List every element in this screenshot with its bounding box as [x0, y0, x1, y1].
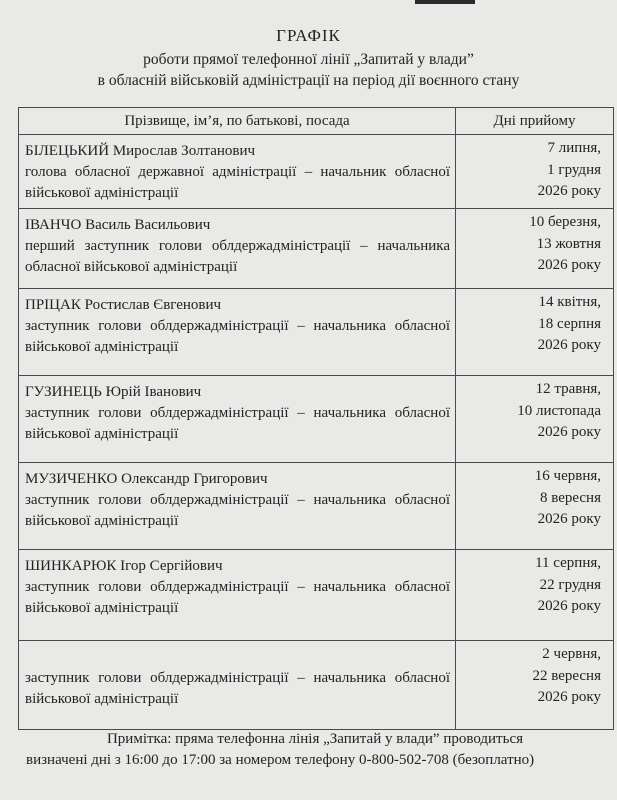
official-cell	[19, 463, 456, 550]
reception-dates-cell	[456, 463, 614, 550]
official-given-name: Юрій Іванович	[105, 384, 202, 400]
official-surname: ІВАНЧО	[25, 217, 82, 233]
reception-dates-cell	[456, 289, 614, 376]
official-cell	[19, 209, 456, 289]
schedule-table	[18, 107, 614, 730]
official-position: перший заступник голови облдержадміністрації – начальника обласної військової адміністрації	[25, 238, 450, 275]
document-subtitle-line1: роботи прямої телефонної лінії „Запитай у влади”	[143, 51, 474, 68]
header-name-position: Прізвище, ім’я, по батькові, посада	[19, 108, 456, 135]
official-position: заступник голови облдержадміністрації – начальника обласної військової адміністрації	[25, 405, 450, 442]
official-surname: ШИНКАРЮК	[25, 558, 117, 574]
reception-date: 14 квітня,	[538, 294, 601, 310]
official-given-name: Олександр Григорович	[121, 471, 268, 487]
reception-date: 13 жовтня	[536, 235, 601, 252]
footnote-line1: Примітка: пряма телефонна лінія „Запитай у влади” проводиться	[106, 731, 524, 747]
official-given-name: Ростислав Євгенович	[84, 297, 222, 313]
reception-date: 11 серпня,	[535, 555, 601, 571]
reception-date: 18 серпня	[538, 315, 601, 332]
official-given-name: Мирослав Золтанович	[112, 143, 256, 159]
reception-date: 10 березня,	[529, 214, 601, 230]
official-surname: ГУЗИНЕЦЬ	[25, 384, 102, 400]
reception-year: 2026 року	[537, 183, 601, 199]
reception-year: 2026 року	[537, 257, 601, 273]
reception-date: 22 грудня	[539, 576, 601, 593]
footnote-line2: визначені дні з 16:00 до 17:00 за номером телефону 0-800-502-708 (безоплатно)	[26, 752, 535, 768]
official-surname: БІЛЕЦЬКИЙ	[25, 143, 110, 159]
reception-date: 12 травня,	[535, 381, 601, 397]
table-row	[19, 376, 614, 463]
reception-date: 7 липня,	[547, 140, 601, 156]
official-given-name: Ігор Сергійович	[120, 558, 223, 574]
official-name	[25, 647, 450, 668]
reception-year: 2026 року	[537, 424, 601, 440]
reception-dates-cell	[456, 135, 614, 209]
official-position: заступник голови облдержадміністрації – начальника обласної військової адміністрації	[25, 318, 450, 355]
reception-dates-cell	[456, 209, 614, 289]
reception-dates-cell	[456, 550, 614, 641]
official-cell	[19, 641, 456, 730]
official-position: заступник голови облдержадміністрації – начальника обласної військової адміністрації	[25, 670, 450, 707]
official-name	[25, 295, 450, 316]
official-surname: МУЗИЧЕНКО	[25, 471, 118, 487]
reception-dates-cell	[456, 376, 614, 463]
official-position: голова обласної державної адміністрації – начальник обласної військової адміністрації	[25, 164, 450, 201]
footnote	[18, 729, 612, 771]
official-cell	[19, 376, 456, 463]
table-row	[19, 641, 614, 730]
official-position: заступник голови облдержадміністрації – начальника обласної військової адміністрації	[25, 579, 450, 616]
official-cell	[19, 135, 456, 209]
official-cell	[19, 550, 456, 641]
reception-date: 8 вересня	[539, 489, 601, 506]
official-name	[25, 469, 450, 490]
official-name	[25, 141, 450, 162]
reception-date: 22 вересня	[532, 667, 601, 684]
official-name	[25, 215, 450, 236]
top-edge-mark	[415, 0, 475, 4]
official-given-name: Василь Васильович	[85, 217, 211, 233]
official-surname: ПРІЦАК	[25, 297, 81, 313]
table-row	[19, 135, 614, 209]
reception-date: 16 червня,	[534, 468, 601, 484]
table-row	[19, 463, 614, 550]
reception-year: 2026 року	[537, 511, 601, 527]
reception-year: 2026 року	[537, 337, 601, 353]
reception-date: 1 грудня	[547, 161, 601, 178]
table-row	[19, 289, 614, 376]
reception-date: 2 червня,	[542, 646, 601, 662]
reception-year: 2026 року	[537, 598, 601, 614]
header-reception-days: Дні прийому	[456, 108, 614, 135]
reception-date: 10 листопада	[517, 402, 601, 419]
document-title: ГРАФІК	[276, 26, 341, 45]
table-row	[19, 209, 614, 289]
reception-dates-cell	[456, 641, 614, 730]
document-subtitle-line2: в обласній військовій адміністрації на період дії воєнного стану	[97, 72, 520, 89]
official-position: заступник голови облдержадміністрації – начальника обласної військової адміністрації	[25, 492, 450, 529]
table-row	[19, 550, 614, 641]
official-name	[25, 556, 450, 577]
official-name	[25, 382, 450, 403]
official-cell	[19, 289, 456, 376]
reception-year: 2026 року	[537, 689, 601, 705]
table-header-row	[19, 108, 614, 135]
